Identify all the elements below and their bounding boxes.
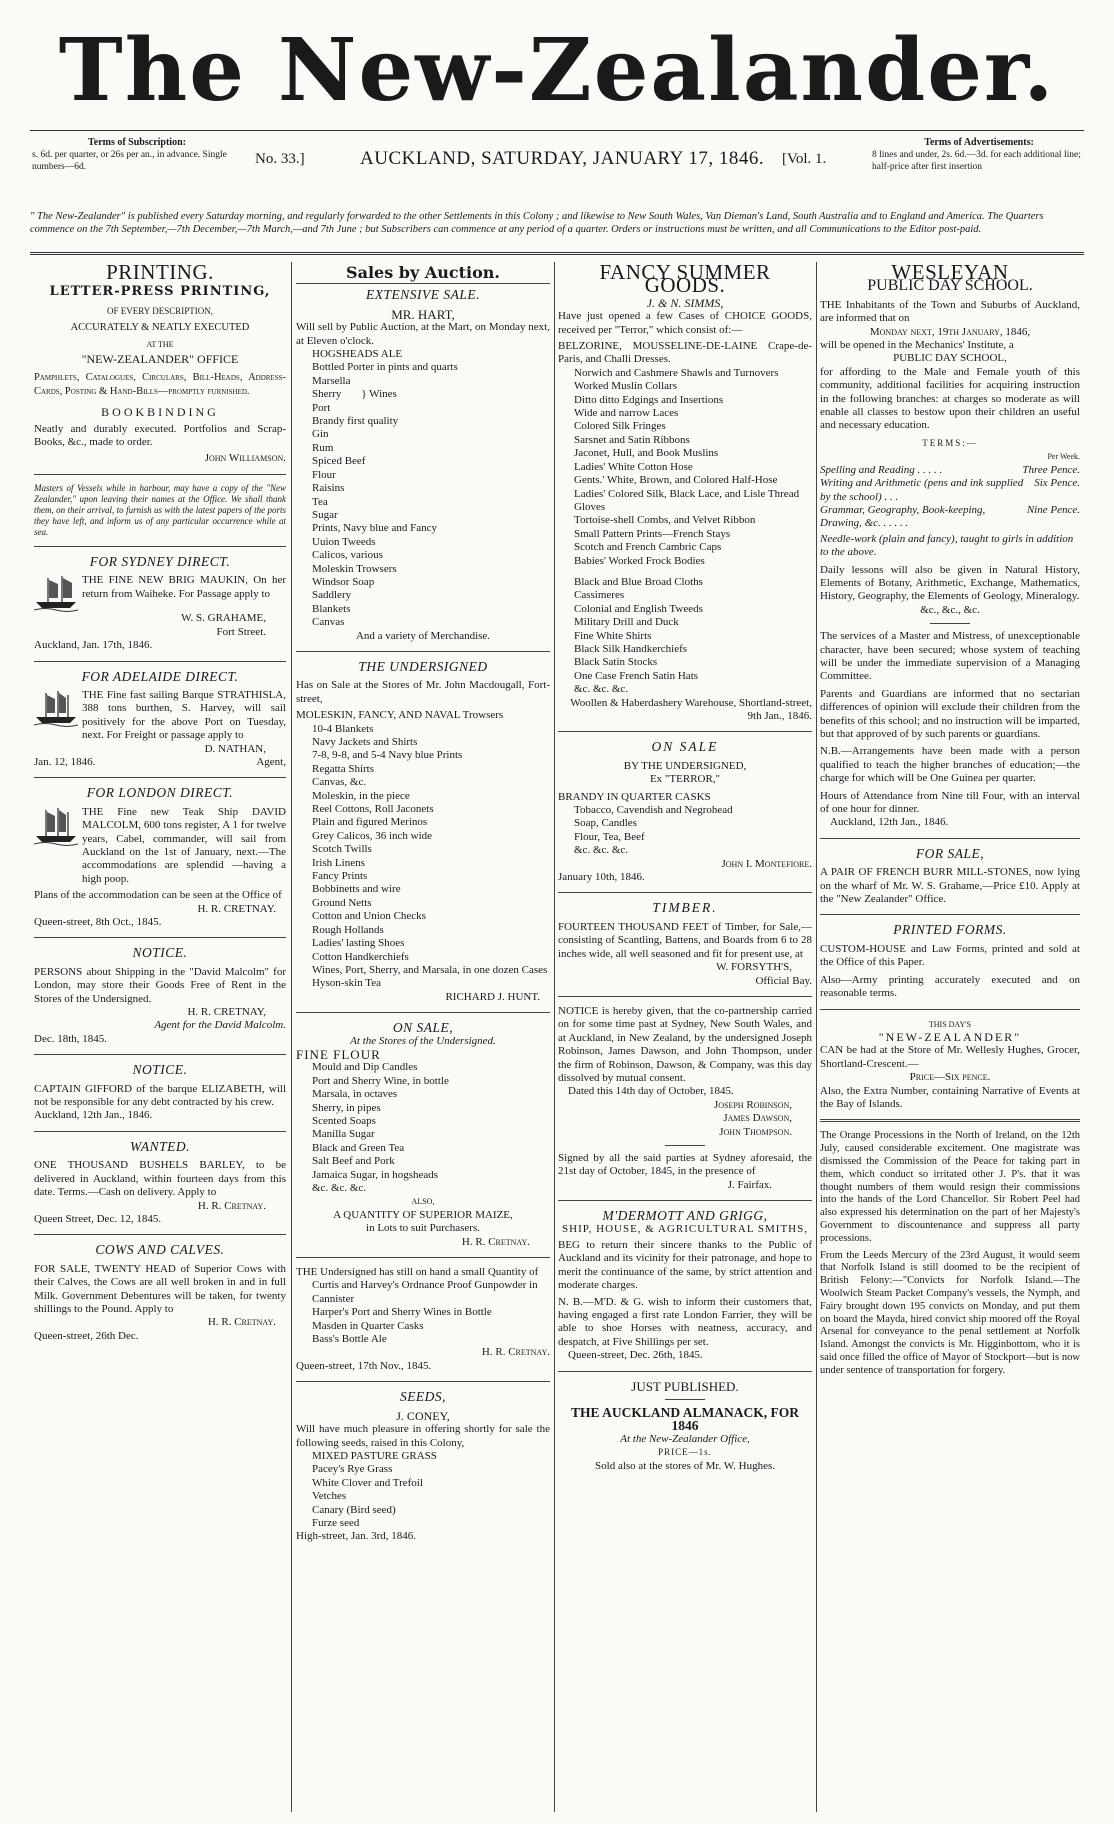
auction-item: Brandy first quality bbox=[312, 415, 399, 428]
list-item: Furze seed bbox=[312, 1516, 360, 1529]
auction-item: Canvas bbox=[312, 616, 345, 629]
brandy-item-list bbox=[558, 804, 812, 858]
list-item: Ditto ditto Edgings and Insertions bbox=[574, 393, 724, 406]
auction-item: HOGSHEADS ALE bbox=[312, 348, 403, 361]
seeds-heading: SEEDS, bbox=[399, 1389, 447, 1405]
list-item: Scented Soaps bbox=[312, 1114, 376, 1127]
cows-heading: COWS AND CALVES. bbox=[95, 1242, 225, 1258]
list-item: Small Pattern Prints—French Stays bbox=[574, 527, 731, 540]
volume: [Vol. 1. bbox=[782, 151, 827, 167]
list-item: Ladies' lasting Shoes bbox=[312, 937, 405, 950]
list-item: Navy Jackets and Shirts bbox=[312, 736, 418, 748]
list-item: Gents.' White, Brown, and Colored Half-Hose bbox=[574, 474, 778, 487]
cloth-goods-list bbox=[558, 576, 812, 697]
auction-item: Tea bbox=[312, 495, 328, 508]
auction-item-list bbox=[296, 348, 550, 630]
list-item: Ladies' White Cotton Hose bbox=[574, 460, 693, 473]
list-item: One Case French Satin Hats bbox=[574, 669, 699, 682]
ship-icon bbox=[34, 689, 78, 727]
signature-line: James Dawson, bbox=[723, 1112, 792, 1125]
auction-title: Sales by Auction. bbox=[346, 263, 500, 282]
column-divider bbox=[291, 262, 292, 1812]
list-item: Plain and figured Merinos bbox=[312, 816, 428, 829]
list-item: &c. &c. &c. bbox=[574, 844, 629, 857]
letterpress-heading: LETTER-PRESS PRINTING, bbox=[49, 284, 271, 300]
list-item: Reel Cottons, Roll Jaconets bbox=[312, 803, 434, 816]
fee-label: Grammar, Geography, Book-keeping, Drawing, &c. . . . . . bbox=[820, 503, 986, 530]
list-item: Wines, Port, Sherry, and Marsala, in one dozen Cases bbox=[312, 963, 548, 976]
signature-line: John Thompson. bbox=[719, 1125, 792, 1138]
list-item: Tobacco, Cavendish and Negrohead bbox=[574, 804, 733, 817]
list-item: Ground Netts bbox=[312, 896, 372, 909]
list-item: Regatta Shirts bbox=[312, 762, 375, 775]
wesleyan-title: WESLEYAN bbox=[891, 260, 1009, 284]
wanted-heading: WANTED. bbox=[130, 1138, 190, 1154]
auction-item: Sherry } Wines bbox=[312, 388, 397, 401]
list-item: Scotch and French Cambric Caps bbox=[574, 541, 722, 554]
list-item: Hyson-skin Tea bbox=[312, 977, 381, 990]
auction-item: Marsella bbox=[312, 374, 351, 387]
list-item: &c. &c. &c. bbox=[312, 1182, 367, 1194]
list-item: Port and Sherry Wine, in bottle bbox=[312, 1074, 449, 1087]
list-item: Babies' Worked Frock Bodies bbox=[574, 554, 705, 567]
auction-item: Prints, Navy blue and Fancy bbox=[312, 522, 437, 535]
list-item: Irish Linens bbox=[312, 856, 365, 869]
list-item: Jaconet, Hull, and Book Muslins bbox=[574, 447, 719, 460]
fee-row bbox=[820, 464, 1080, 477]
column-divider bbox=[816, 262, 817, 1812]
list-item: Moleskin, in the piece bbox=[312, 789, 410, 802]
list-item: 7-8, 9-8, and 5-4 Navy blue Prints bbox=[312, 749, 463, 762]
list-item: White Clover and Trefoil bbox=[312, 1476, 423, 1489]
list-item: Harper's Port and Sherry Wines in Bottle bbox=[312, 1306, 492, 1319]
auction-item: Flour bbox=[312, 468, 336, 481]
gunpowder-item-list bbox=[296, 1279, 550, 1346]
list-item: Salt Beef and Pork bbox=[312, 1155, 395, 1168]
wines-brace-label: } Wines bbox=[361, 388, 397, 401]
list-item: Canvas, &c. bbox=[312, 776, 367, 789]
fee-table bbox=[820, 464, 1080, 531]
list-item: Fancy Prints bbox=[312, 870, 368, 883]
list-item: Mould and Dip Candles bbox=[312, 1061, 418, 1074]
list-item: Colored Silk Fringes bbox=[574, 420, 666, 433]
sydney-heading: FOR SYDNEY DIRECT. bbox=[89, 553, 231, 569]
list-item: Colonial and English Tweeds bbox=[574, 602, 703, 615]
list-item: Black Satin Stocks bbox=[574, 656, 658, 669]
mcdermott-heading: M'DERMOTT AND GRIGG, bbox=[602, 1208, 768, 1224]
auction-item: Rum bbox=[312, 441, 334, 454]
fee-label: Spelling and Reading . . . . . bbox=[820, 463, 943, 476]
list-item: Black and Blue Broad Cloths bbox=[574, 575, 703, 588]
auction-item: Windsor Soap bbox=[312, 575, 375, 588]
issue-number: No. 33.] bbox=[255, 151, 305, 167]
column-divider bbox=[554, 262, 555, 1812]
forsale-heading: FOR SALE, bbox=[915, 845, 985, 861]
printed-forms-heading: PRINTED FORMS. bbox=[893, 922, 1007, 938]
masthead-title: The New-Zealander. bbox=[58, 20, 1056, 121]
printing-title: PRINTING. bbox=[106, 260, 214, 284]
ship-icon bbox=[34, 806, 78, 846]
subscription-terms: Terms of Subscription: s. 6d. per quarter, or 26s per an., in advance. Single numbers—6d. bbox=[32, 137, 227, 172]
auction-item: Blankets bbox=[312, 602, 351, 615]
fancy-goods-title: FANCY SUMMER GOODS. bbox=[599, 260, 771, 298]
list-item: Norwich and Cashmere Shawls and Turnovers bbox=[574, 366, 779, 379]
list-item: Tortoise-shell Combs, and Velvet Ribbon bbox=[574, 514, 756, 527]
advertisement-terms: Terms of Advertisements: 8 lines and under, 2s. 6d.—3d. for each additional line; half-price after first insertion bbox=[872, 137, 1081, 172]
list-item: Flour, Tea, Beef bbox=[574, 830, 645, 843]
fee-row bbox=[820, 504, 1080, 531]
notice-heading: NOTICE. bbox=[132, 1062, 188, 1078]
list-item: Black and Green Tea bbox=[312, 1141, 405, 1154]
fee-label: Writing and Arithmetic (pens and ink supplied by the school) . . . bbox=[820, 477, 1024, 503]
list-item: MIXED PASTURE GRASS bbox=[312, 1449, 437, 1462]
list-item: Ladies' Colored Silk, Black Lace, and Lisle Thread Gloves bbox=[574, 487, 800, 513]
intro-paragraph: " The New-Zealander" is published every Saturday morning, and regularly forwarded to the other Settlements in this Colony ; and likewise to New South Wales, Van Dieman's Land, South Australia and to England and America. The Quarters commence on the 7th September,—7th December,—7th March,—and 7th June ; but Subscribers can commence at any period of a quarter. Orders or instructions must be written, and all Communications to the Editor post-paid. bbox=[30, 211, 1044, 235]
fee-price: Six Pence. bbox=[1034, 477, 1080, 490]
undersigned-item-list bbox=[296, 723, 550, 991]
column-3: FANCY SUMMER GOODS. J. & N. SIMMS, Have just opened a few Cases of CHOICE GOODS, received per "Terror," which consist of:— BELZORINE, MOUSSELINE-DE-LAINE Crape-de-Paris, and Challi Dresses. Norwich and Cashmere Shawls and Turnovers Worked Muslin Collars Ditto ditto Edgings and Insertions Wide and narrow Laces Colored Silk Fringes Sarsnet and Satin Ribbons Jaconet, Hull, and Book Muslins Ladies' White Cotton Hose Gents.' White, Brown, and Colored Half-Hose Ladies' Colored Silk, Black Lace, and Lisle Thread Gloves Tortoise-shell Combs, and Velvet Ribbon Small Pattern Prints—French Stays Scotch and French Cambric Caps Babies' Worked Frock Bodies Black and Blue Broad Cloths Cassimeres Colonial and English Tweeds Military Drill and Duck Fine White Shirts Black Silk Handkerchiefs Black Satin Stocks One Case French Satin Hats &c. &c. &c. Woollen & Haberdashery Warehouse, Shortland-street, 9th Jan., 1846. ON SALE BY THE UNDERSIGNED, Ex "TERROR," BRANDY IN QUARTER CASKS Tobacco, Cavendish and Negrohead Soap, Candles Flour, Tea, Beef &c. &c. &c. John I. Montefiore. January 10th, 1846. TIMBER. FOURTEEN THOUSAND FEET of Timber, for Sale,—consisting of Scantling, Battens, and Boards from 6 to 28 inches wide, all well seasoned and fit for present use, at W. FORSYTH'S, Official Bay. NOTICE is hereby given, that the co-partnership carried on for some time past at Sydney, New South Wales, and at Auckland, in New Zealand, by the undersigned Joseph Robinson, James Dawson, and John Thompson, under the firm of Robinson, Dawson, & Company, was this day dissolved by mutual consent. Dated this 14th day of October, 1845. Joseph Robinson, James Dawson, John Thompson. Signed by all the said parties at Sydney aforesaid, the 21st day of October, 1845, in the presence of J. Fairfax. M'DERMOTT AND GRIGG, SHIP, HOUSE, & AGRICULTURAL SMITHS, BEG to return their sincere thanks to the Public of Auckland and its vicinity for their patronage, and hope to merit the continuance of the same, by strict attention and moderate charges. N. B.—M'D. & G. wish to inform their customers that, having engaged a first rate London Farrier, they will be able to shoe Horses with neatness, accuracy, and despatch, at Five Shillings per set. Queen-street, Dec. 26th, 1845. JUST PUBLISHED. THE AUCKLAND ALMANACK, FOR 1846 At the New-Zealander Office, PRICE—1s. Sold also at the stores of Mr. W. Hughes. bbox=[558, 260, 812, 1472]
auction-item: Saddlery bbox=[312, 589, 352, 602]
fancy-goods-list bbox=[558, 367, 812, 568]
fee-row bbox=[820, 477, 1080, 504]
list-item: Cotton and Union Checks bbox=[312, 910, 426, 923]
list-item: Worked Muslin Collars bbox=[574, 380, 677, 393]
auction-item: Calicos, various bbox=[312, 549, 383, 562]
fee-price: Three Pence. bbox=[1022, 463, 1080, 476]
list-item: 10-4 Blankets bbox=[312, 722, 374, 735]
list-item: Cassimeres bbox=[574, 589, 625, 602]
list-item: Vetches bbox=[312, 1490, 347, 1503]
list-item: Fine White Shirts bbox=[574, 629, 652, 642]
auction-item: Sugar bbox=[312, 508, 338, 521]
list-item: Curtis and Harvey's Ordnance Proof Gunpowder in Cannister bbox=[312, 1279, 538, 1305]
double-rule bbox=[30, 252, 1084, 255]
just-published: JUST PUBLISHED. bbox=[631, 1378, 739, 1394]
list-item: Jamaica Sugar, in hogsheads bbox=[312, 1168, 439, 1181]
list-item: Rough Hollands bbox=[312, 923, 384, 936]
list-item: Masden in Quarter Casks bbox=[312, 1319, 424, 1332]
fee-price: Nine Pence. bbox=[1026, 503, 1080, 516]
auction-item: Uuion Tweeds bbox=[312, 535, 376, 548]
list-item: Wide and narrow Laces bbox=[574, 407, 679, 420]
partner-signatures bbox=[558, 1099, 812, 1139]
list-item: Canary (Bird seed) bbox=[312, 1503, 396, 1516]
list-item: Cotton Handkerchiefs bbox=[312, 950, 409, 963]
header-bar bbox=[30, 130, 1084, 190]
list-item: Manilla Sugar bbox=[312, 1128, 375, 1141]
column-4: WESLEYAN PUBLIC DAY SCHOOL. THE Inhabitants of the Town and Suburbs of Auckland, are informed that on Monday next, 19th January, 1846, will be opened in the Mechanics' Institute, a PUBLIC DAY SCHOOL, for affording to the Male and Female youth of this community, additional facilities for acquiring instruction in the following branches: at charges so moderate as will enable all classes to bestow upon their children an useful and necessary education. TERMS:— Per Week. Spelling and Reading . . . . . Three Pence. Writing and Arithmetic (pens and ink supplied by the school) . . . Six Pence. Grammar, Geography, Book-keeping, Drawing, &c. . . . . . Nine Pence. Needle-work (plain and fancy), taught to girls in addition to the above. Daily lessons will also be given in Natural History, Elements of Botany, Arithmetic, Exchange, Mathematics, History, Geography, the Elements of Geology, Mineralogy. &c., &c., &c. The services of a Master and Mistress, of unexceptionable character, have been secured; whose system of teaching will be under the immediate supervision of a Managing Committee. Parents and Guardians are informed that no sectarian differences of opinion will exclude their children from the benefits of this school; and no instruction will be imparted, but that approved of by such parents or guardians. N.B.—Arrangements have been made with a person qualified to teach the higher branches of education;—the charge for which will be One Guinea per quarter. Hours of Attendance from Nine till Four, with an interval of one hour for dinner. Auckland, 12th Jan., 1846. FOR SALE, A PAIR OF FRENCH BURR MILL-STONES, now lying on the wharf of Mr. W. S. Grahame,—Price £10. Apply at the "New Zealander" Office. PRINTED FORMS. CUSTOM-HOUSE and Law Forms, printed and sold at the Office of this Paper. Also—Army printing accurately executed and on reasonable terms. THIS DAY'S "NEW-ZEALANDER" CAN be had at the Store of Mr. Wellesly Hughes, Grocer, Shortland-Crescent.— Price—Six pence. Also, the Extra Number, containing Narrative of Events at the Bay of Islands. The Orange Processions in the North of Ireland, on the 12th July, caused considerable excitement. One magistrate was dismissed the Commission of the Peace for taking part in them, which conduct so irritated other J. P's. that it was thought numbers of them would resign their commissions into the hands of the Lord Chancellor. Sir Robert Peel had also expressed his determination on the part of her Majesty's Government to discountenance and suppress all party processions. From the Leeds Mercury of the 23rd August, it would seem that Norfolk Island is still doomed to be the recipient of British Felony:—"Convicts for Norfolk Island.—The Woolwich Steam Packet Company's vessels, the Nymph, and Fairy brought down 195 convicts on Monday, and put them on board the Mayda, hired convict ship moored off the Royal Arsenal for conveyance to the penal settlement at Norfolk Island. Amongst the convicts is Mr. Higginbottom, who it is said once filled the office of Mayor of Stockport—but is now under sentence of transportation for forgery. bbox=[820, 260, 1080, 1376]
column-2: Sales by Auction. EXTENSIVE SALE. MR. HART, Will sell by Public Auction, at the Mart, on Monday next, at Eleven o'clock. HOGSHEADS ALE Bottled Porter in pints and quarts Marsella Sherry } Wines Port Brandy first quality Gin Rum Spiced Beef Flour Raisins Tea Sugar Prints, Navy blue and Fancy Uuion Tweeds Calicos, various Moleskin Trowsers Windsor Soap Saddlery Blankets Canvas And a variety of Merchandise. THE UNDERSIGNED Has on Sale at the Stores of Mr. John Macdougall, Fort-street, MOLESKIN, FANCY, AND NAVAL Trowsers 10-4 Blankets Navy Jackets and Shirts 7-8, 9-8, and 5-4 Navy blue Prints Regatta Shirts Canvas, &c. Moleskin, in the piece Reel Cottons, Roll Jaconets Plain and figured Merinos Grey Calicos, 36 inch wide Scotch Twills Irish Linens Fancy Prints Bobbinetts and wire Ground Netts Cotton and Union Checks Rough Hollands Ladies' lasting Shoes Cotton Handkerchiefs Wines, Port, Sherry, and Marsala, in one dozen Cases Hyson-skin Tea RICHARD J. HUNT. ON SALE, At the Stores of the Undersigned. FINE FLOUR Mould and Dip Candles Port and Sherry Wine, in bottle Marsala, in octaves Sherry, in pipes Scented Soaps Manilla Sugar Black and Green Tea Salt Beef and Pork Jamaica Sugar, in hogsheads &c. &c. &c. ALSO, A QUANTITY OF SUPERIOR MAIZE, in Lots to suit Purchasers. H. R. Cretnay. THE Undersigned has still on hand a small Quantity of Curtis and Harvey's Ordnance Proof Gunpowder in Cannister Harper's Port and Sherry Wines in Bottle Masden in Quarter Casks Bass's Bottle Ale H. R. Cretnay. Queen-street, 17th Nov., 1845. SEEDS, J. CONEY, Will have much pleasure in offering shortly for sale the following seeds, raised in this Colony, MIXED PASTURE GRASS Pacey's Rye Grass White Clover and Trefoil Vetches Canary (Bird seed) Furze seed High-street, Jan. 3rd, 1846. bbox=[296, 263, 550, 1543]
list-item: Sherry, in pipes bbox=[312, 1101, 381, 1114]
list-item: Marsala, in octaves bbox=[312, 1088, 398, 1101]
signature-line: Joseph Robinson, bbox=[713, 1098, 792, 1111]
column-1: PRINTING. LETTER-PRESS PRINTING, OF EVERY DESCRIPTION, ACCURATELY & NEATLY EXECUTED AT THE "NEW-ZEALANDER" OFFICE Pamphlets, Catalogues, Circulars, Bill-Heads, Address-Cards, Posting & Hand-Bills—promptly furnished. BOOKBINDING Neatly and durably executed. Portfolios and Scrap-Books, &c., made to order. John Williamson. Masters of Vessels while in harbour, may have a copy of the "New Zealander," upon leaving their names at the Office. We shall thank them, on their arrival, to furnish us with the latest papers of the ports they have left, and inform us of any particular occurrence while at sea. FOR SYDNEY DIRECT. THE FINE NEW BRIG MAUKIN, On her return from Waiheke. For Passage apply to W. S. GRAHAME, Fort Street. Auckland, Jan. 17th, 1846. FOR ADELAIDE DIRECT. THE Fine fast sailing Barque STRATHISLA, 388 tons burthen, S. Harvey, will sail positively for the above Port on Tuesday, next. For Freight or passage apply to D. NATHAN, Jan. 12, 1846. Agent, FOR LONDON DIRECT. THE Fine new Teak Ship DAVID MALCOLM, 600 tons register, A 1 for twelve years, Cabel, commander, will sail from Auckland on the 1st of January, next.—The accommodations are splendid —having a high poop. Plans of the accommodation can be seen at the Office of H. R. CRETNAY. Queen-street, 8th Oct., 1845. NOTICE. PERSONS about Shipping in the "David Malcolm" for London, may store their Goods Free of Rent in the Stores of the Undersigned. H. R. CRETNAY, Agent for the David Malcolm. Dec. 18th, 1845. NOTICE. CAPTAIN GIFFORD of the barque ELIZABETH, will not be responsible for any debt contracted by his crew. Auckland, 12th Jan., 1846. WANTED. ONE THOUSAND BUSHELS BARLEY, to be delivered in Auckland, within fourteen days from this date. Terms.—Cash on delivery. Apply to H. R. Cretnay. Queen Street, Dec. 12, 1845. COWS AND CALVES. FOR SALE, TWENTY HEAD of Superior Cows with their Calves, the Cows are all well broken in and in full Milk. Government Debentures will be taken, for twenty shillings to the Pound. Apply to H. R. Cretnay. Queen-street, 26th Dec. bbox=[34, 260, 286, 1342]
seeds-item-list bbox=[296, 1450, 550, 1530]
auction-item: Gin bbox=[312, 428, 329, 441]
bookbinding-heading: BOOKBINDING bbox=[101, 405, 219, 420]
list-item: &c. &c. &c. bbox=[574, 683, 629, 696]
timber-heading: TIMBER. bbox=[652, 900, 718, 916]
adelaide-heading: FOR ADELAIDE DIRECT. bbox=[81, 668, 239, 684]
list-item: Military Drill and Duck bbox=[574, 616, 679, 629]
list-item: Black Silk Handkerchiefs bbox=[574, 642, 688, 655]
notice-heading: NOTICE. bbox=[132, 945, 188, 961]
auction-item: Port bbox=[312, 401, 331, 414]
auction-item: Raisins bbox=[312, 482, 345, 495]
list-item: Scotch Twills bbox=[312, 843, 372, 856]
london-heading: FOR LONDON DIRECT. bbox=[86, 785, 234, 801]
list-item: Bass's Bottle Ale bbox=[312, 1333, 387, 1346]
ship-icon bbox=[34, 574, 78, 612]
list-item: Sarsnet and Satin Ribbons bbox=[574, 433, 690, 446]
flour-item-list bbox=[296, 1061, 550, 1195]
list-item: Pacey's Rye Grass bbox=[312, 1463, 393, 1476]
auction-item: Bottled Porter in pints and quarts bbox=[312, 361, 458, 374]
list-item: Bobbinetts and wire bbox=[312, 883, 401, 896]
auction-item: Moleskin Trowsers bbox=[312, 562, 397, 575]
list-item: Grey Calicos, 36 inch wide bbox=[312, 829, 433, 842]
almanack-title: THE AUCKLAND ALMANACK, FOR 1846 bbox=[570, 1405, 799, 1434]
dateline: AUCKLAND, SATURDAY, JANUARY 17, 1846. bbox=[360, 148, 765, 169]
list-item: Soap, Candles bbox=[574, 817, 637, 830]
auction-item: Spiced Beef bbox=[312, 455, 366, 468]
